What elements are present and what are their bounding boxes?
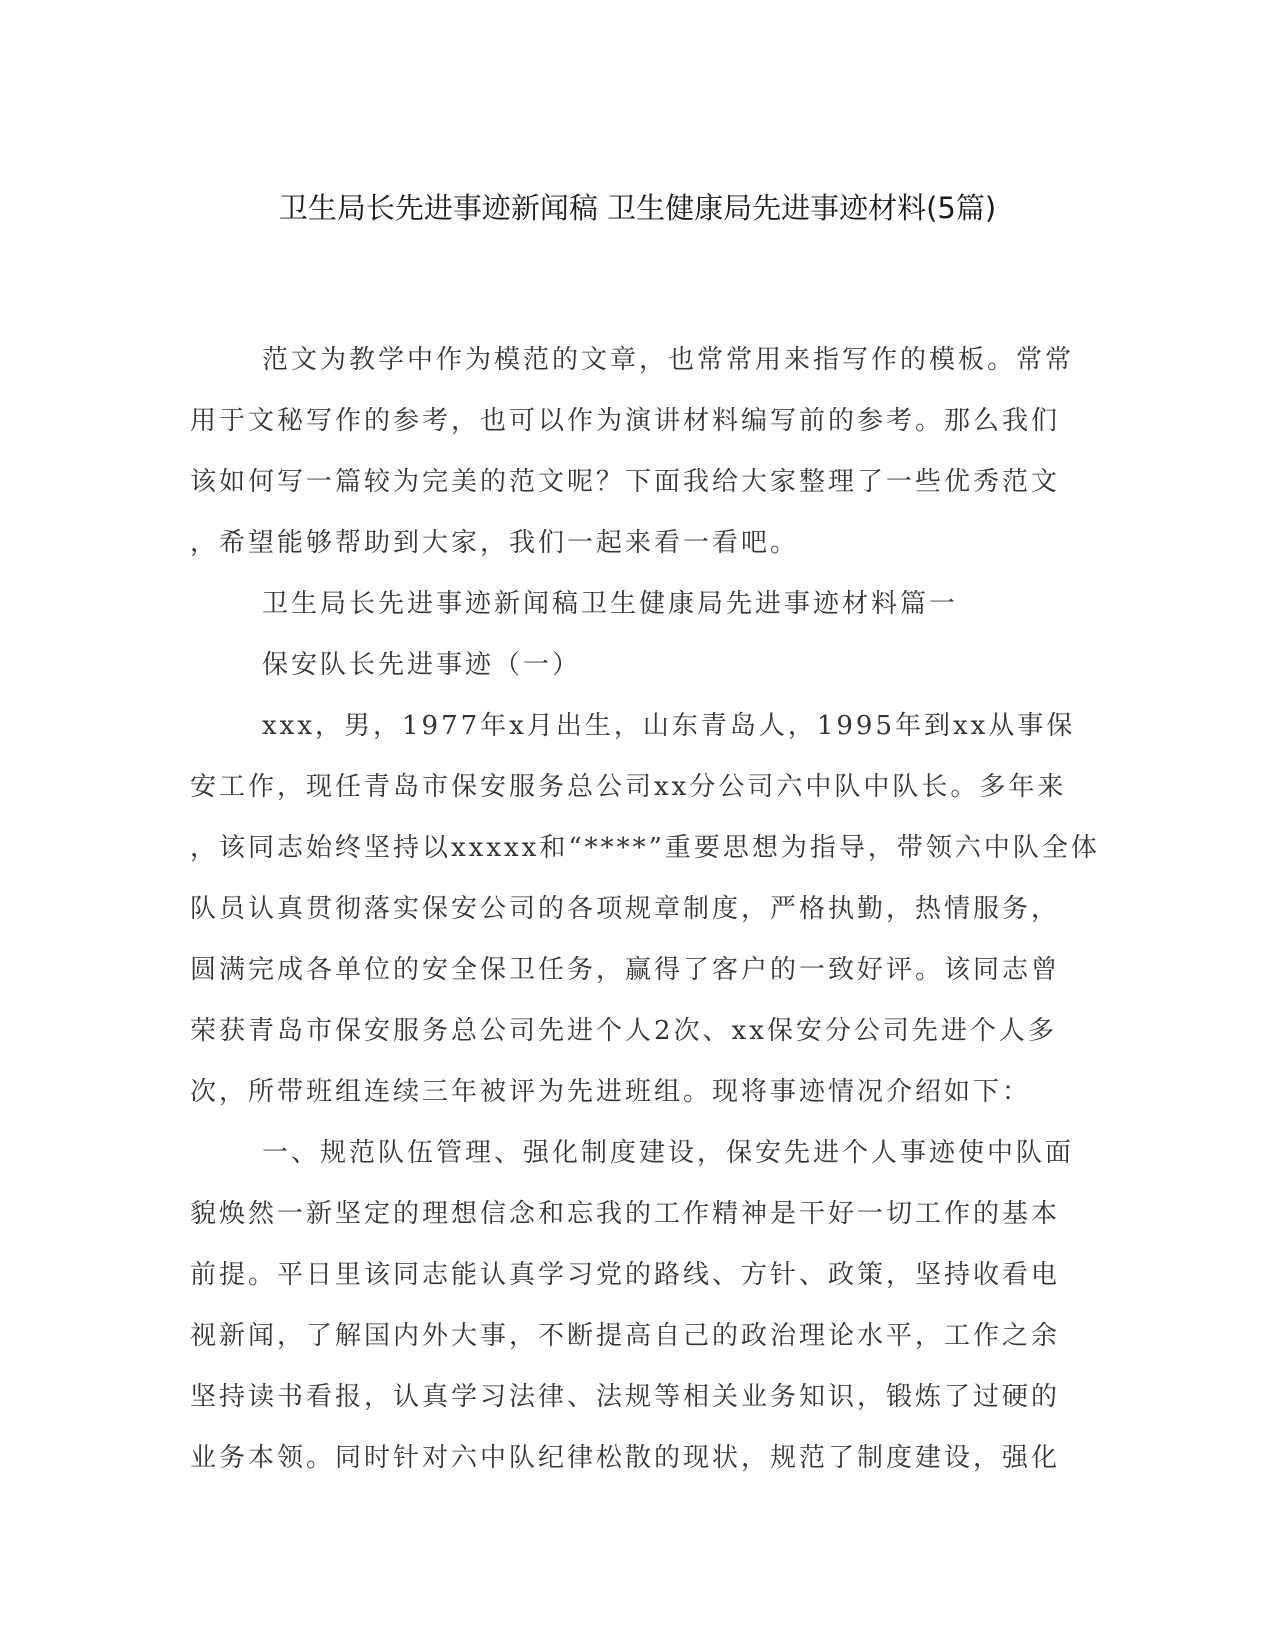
paragraph-line: 一、规范队伍管理、强化制度建设，保安先进个人事迹使中队面 — [262, 1138, 1075, 1168]
paragraph-line: 视新闻，了解国内外大事，不断提高自己的政治理论水平，工作之余 — [190, 1321, 1061, 1351]
document-title: 卫生局长先进事迹新闻稿 卫生健康局先进事迹材料(5篇) — [278, 191, 997, 225]
paragraph-line: 该如何写一篇较为完美的范文呢？下面我给大家整理了一些优秀范文 — [190, 467, 1061, 497]
paragraph-line: 次，所带班组连续三年被评为先进班组。现将事迹情况介绍如下： — [190, 1077, 1032, 1107]
document-body — [190, 330, 1100, 1489]
paragraph-line: xxx，男，1977年x月出生，山东青岛人，1995年到xx从事保 — [262, 711, 1076, 741]
subsection-heading: 保安队长先进事迹（一） — [262, 650, 582, 680]
paragraph-line: 坚持读书看报，认真学习法律、法规等相关业务知识，锻炼了过硬的 — [190, 1382, 1061, 1412]
paragraph-line: 圆满完成各单位的安全保卫任务，赢得了客户的一致好评。该同志曾 — [190, 955, 1061, 985]
paragraph-line: 范文为教学中作为模范的文章，也常常用来指写作的模板。常常 — [262, 345, 1075, 375]
paragraph-line: 用于文秘写作的参考，也可以作为演讲材料编写前的参考。那么我们 — [190, 406, 1061, 436]
paragraph-line: 荣获青岛市保安服务总公司先进个人2次、xx保安分公司先进个人多 — [190, 1016, 1057, 1046]
paragraph-line: 前提。平日里该同志能认真学习党的路线、方针、政策，坚持收看电 — [190, 1260, 1061, 1290]
paragraph-line: 业务本领。同时针对六中队纪律松散的现状，规范了制度建设，强化 — [190, 1443, 1061, 1473]
paragraph-line: 安工作，现任青岛市保安服务总公司xx分公司六中队中队长。多年来 — [190, 772, 1067, 802]
paragraph-line: ，该同志始终坚持以xxxxx和“****”重要思想为指导，带领六中队全体 — [190, 833, 1100, 863]
paragraph-line: 队员认真贯彻落实保安公司的各项规章制度，严格执勤，热情服务， — [190, 894, 1061, 924]
paragraph-line: ，希望能够帮助到大家，我们一起来看一看吧。 — [190, 528, 800, 558]
section-heading: 卫生局长先进事迹新闻稿卫生健康局先进事迹材料篇一 — [262, 589, 959, 619]
paragraph-line: 貌焕然一新坚定的理想信念和忘我的工作精神是干好一切工作的基本 — [190, 1199, 1061, 1229]
